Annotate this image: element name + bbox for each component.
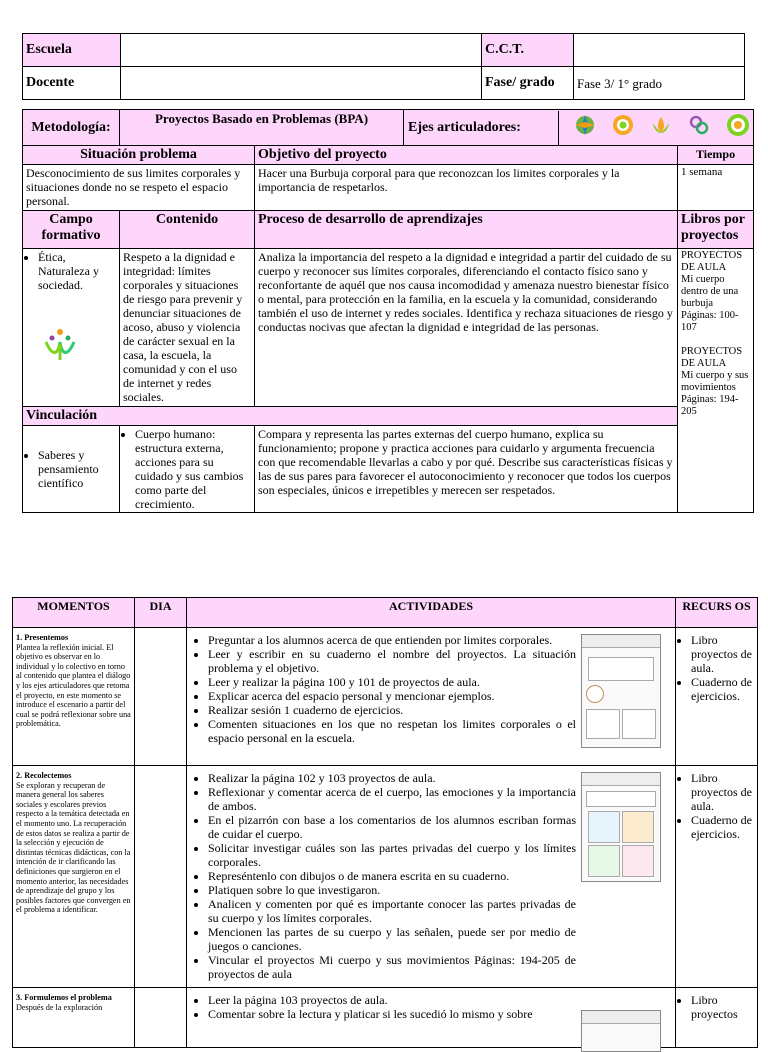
objetivo-text: Hacer una Burbuja corporal para que reconozcan los limites corporales y la importancia de respetarlos. xyxy=(255,165,678,211)
situacion-text: Desconocimiento de sus limites corporales y situaciones donde no se respeto el espacio personal. xyxy=(23,165,255,211)
table-row xyxy=(13,628,758,766)
worksheet-thumbnail xyxy=(581,772,661,882)
list-item: • Comentar sobre la lectura y platicar si les sucedió lo mismo y sobre xyxy=(208,1007,576,1021)
momento-title: 1. Presentemos xyxy=(16,633,69,642)
list-item: • Represéntenlo con dibujos o de manera escrita en su cuaderno. xyxy=(208,869,576,883)
list-item: • Reflexionar y comentar acerca de el cuerpo, las emociones y la importancia de ambos. xyxy=(208,785,576,813)
recursos-cell xyxy=(676,766,758,988)
momento-title: 3. Formulemos el problema xyxy=(16,993,112,1002)
recursos-cell xyxy=(676,628,758,766)
docente-label: Docente xyxy=(23,67,121,100)
actividades-cell xyxy=(187,628,676,766)
momento-cell xyxy=(13,988,135,1048)
campo-1-item: • Ética, Naturaleza y sociedad. xyxy=(38,250,116,292)
list-item: • Vincular el proyectos Mi cuerpo y sus movimientos Páginas: 194-205 de proyectos de aula xyxy=(208,953,576,981)
recursos-cell xyxy=(676,988,758,1048)
proceso-1: Analiza la importancia del respeto a la dignidad e integridad a partir del cuidado de su cuerpo y reconocer sus límites corporales, diferenciando el contacto físico sano y reconfortante de aquél que nos causa incomodidad y amenaza nuestro bienestar físico o mental, para protección en la familia, en la escuela y la comunidad, considerando también el uso de internet y redes sociales. Identifica y rechaza situaciones de riesgo y conductas nocivas que afectan la dignidad e integridad de las personas. xyxy=(255,249,678,407)
campo-label: Campo formativo xyxy=(23,211,120,249)
list-item: • Libro proyectos xyxy=(691,993,754,1021)
list-item: • Libro proyectos de aula. xyxy=(691,633,754,675)
campo-2-item: • Saberes y pensamiento científico xyxy=(38,448,116,490)
momento-desc: Se exploran y recuperan de manera general los saberes sociales y escolares previos respecto a la temática detectada en el momento uno. La recuperación de estos datos se realiza a partir de la selección y ejecución de distintas técnicas didácticas, con la intención de ir clarificando las definiciones que surgieron en el momento anterior, las necesidades de aprendizaje del grupo y los posibles factores que convergen en el problema a identificar. xyxy=(16,780,131,915)
list-item: • Mencionen las partes de su cuerpo y las señalen, puede ser por medio de juegos o canciones. xyxy=(208,925,576,953)
dia-cell[interactable] xyxy=(135,628,187,766)
table-row xyxy=(13,766,758,988)
list-item: • Cuaderno de ejercicios. xyxy=(691,813,754,841)
objetivo-label: Objetivo del proyecto xyxy=(255,146,678,165)
momento-desc: Después de la exploración xyxy=(16,1002,103,1012)
col-dia: DIA xyxy=(135,598,187,628)
dia-cell[interactable] xyxy=(135,988,187,1048)
campo-1 xyxy=(23,249,120,407)
lotus-icon xyxy=(649,113,673,142)
metodologia-value: Proyectos Basado en Problemas (BPA) xyxy=(120,110,404,146)
ejes-icons xyxy=(559,112,751,143)
vinculacion-label: Vinculación xyxy=(23,407,678,426)
list-item: • Leer y escribir en su cuaderno el nombre del proyectos. La situación problema y el objetivo. xyxy=(208,647,576,675)
momento-cell xyxy=(13,628,135,766)
contenido-1: Respeto a la dignidad e integridad: límites corporales y situaciones de riesgo para prevenir y denunciar situaciones de acoso, abuso y violencia de carácter sexual en la casa, la escuela, la comunidad y con el uso de internet y redes sociales. xyxy=(120,249,255,407)
momento-title: 2. Recolectemos xyxy=(16,771,72,780)
libros-1b: Mi cuerpo dentro de una burbuja Páginas: 100-107 xyxy=(681,274,739,333)
libros-2b: Mi cuerpo y sus movimientos Páginas: 194-205 xyxy=(681,370,749,417)
list-item: • Analicen y comenten por qué es importante conocer las partes privadas de su cuerpo y los límites corporales. xyxy=(208,897,576,925)
actividades-cell xyxy=(187,988,676,1048)
plan-table xyxy=(22,109,754,513)
ejes-cell xyxy=(404,110,754,146)
ejes-label: Ejes articuladores: xyxy=(404,111,559,145)
docente-value[interactable] xyxy=(121,67,482,100)
list-item: • En el pizarrón con base a los comentarios de los alumnos escriban formas de cuidar el cuerpo. xyxy=(208,813,576,841)
fase-label: Fase/ grado xyxy=(482,67,574,100)
proceso-label: Proceso de desarrollo de aprendizajes xyxy=(255,211,678,249)
dia-cell[interactable] xyxy=(135,766,187,988)
escuela-value[interactable] xyxy=(121,34,482,67)
momento-cell xyxy=(13,766,135,988)
libros-1a: PROYECTOS DE AULA xyxy=(681,250,743,273)
worksheet-thumbnail xyxy=(581,634,661,748)
table-row xyxy=(13,988,758,1048)
worksheet-thumbnail xyxy=(581,1010,661,1052)
header-table xyxy=(22,33,745,100)
activities-table xyxy=(12,597,758,1048)
swirl-icon xyxy=(611,113,635,142)
list-item: • Preguntar a los alumnos acerca de que entienden por limites corporales. xyxy=(208,633,576,647)
contenido-label: Contenido xyxy=(120,211,255,249)
tiempo-text: 1 semana xyxy=(678,165,754,211)
libros-2a: PROYECTOS DE AULA xyxy=(681,346,743,369)
actividades-cell xyxy=(187,766,676,988)
cct-value[interactable] xyxy=(574,34,745,67)
situacion-label: Situación problema xyxy=(23,146,255,165)
cct-label: C.C.T. xyxy=(482,34,574,67)
metodologia-label: Metodología: xyxy=(23,110,120,146)
col-recursos: RECURS OS xyxy=(676,598,758,628)
list-item: • Leer y realizar la página 100 y 101 de proyectos de aula. xyxy=(208,675,576,689)
contenido-2 xyxy=(120,426,255,513)
col-momentos: MOMENTOS xyxy=(13,598,135,628)
family-logo-icon xyxy=(42,326,116,365)
proceso-2: Compara y representa las partes externas del cuerpo humano, explica su funcionamiento; propone y practica acciones para cuidarlo y argumenta frecuencia con que recomendable llevarlas a cabo y por qué. Describe sus características físicas y las de sus pares para favorecer el autoconocimiento y reconocer que todos los cuerpos son especiales, únicos e irrepetibles y merecen ser respetados. xyxy=(255,426,678,513)
target-icon xyxy=(725,112,751,143)
momento-desc: Plantea la reflexión inicial. El objetivo es observar en lo individual y lo colectivo en torno al contenido que plantea el diálogo y los ejes articuladores que retoma el proyecto, en este momento se introduce el escenario a partir del cual se podrá reflexionar sobre una problemática. xyxy=(16,642,131,729)
list-item: • Cuaderno de ejercicios. xyxy=(691,675,754,703)
list-item: • Comenten situaciones en los que no respetan los limites corporales o el espacio personal en la escuela. xyxy=(208,717,576,745)
list-item: • Solicitar investigar cuáles son las partes privadas del cuerpo y los límites corporales. xyxy=(208,841,576,869)
list-item: • Realizar sesión 1 cuaderno de ejercicios. xyxy=(208,703,576,717)
tiempo-label: Tiempo xyxy=(678,146,754,165)
list-item: • Realizar la página 102 y 103 proyectos de aula. xyxy=(208,771,576,785)
fase-value: Fase 3/ 1° grado xyxy=(574,67,745,100)
links-icon xyxy=(687,113,711,142)
list-item: • Platiquen sobre lo que investigaron. xyxy=(208,883,576,897)
col-actividades: ACTIVIDADES xyxy=(187,598,676,628)
list-item: • Explicar acerca del espacio personal y mencionar ejemplos. xyxy=(208,689,576,703)
list-item: • Libro proyectos de aula. xyxy=(691,771,754,813)
compass-icon xyxy=(573,113,597,142)
contenido-2-item: • Cuerpo humano: estructura externa, acciones para su cuidado y sus cambios como parte del crecimiento. xyxy=(135,427,251,511)
list-item: • Leer la página 103 proyectos de aula. xyxy=(208,993,576,1007)
libros-cell xyxy=(678,249,754,513)
escuela-label: Escuela xyxy=(23,34,121,67)
campo-2 xyxy=(23,426,120,513)
libros-label: Libros por proyectos xyxy=(678,211,754,249)
